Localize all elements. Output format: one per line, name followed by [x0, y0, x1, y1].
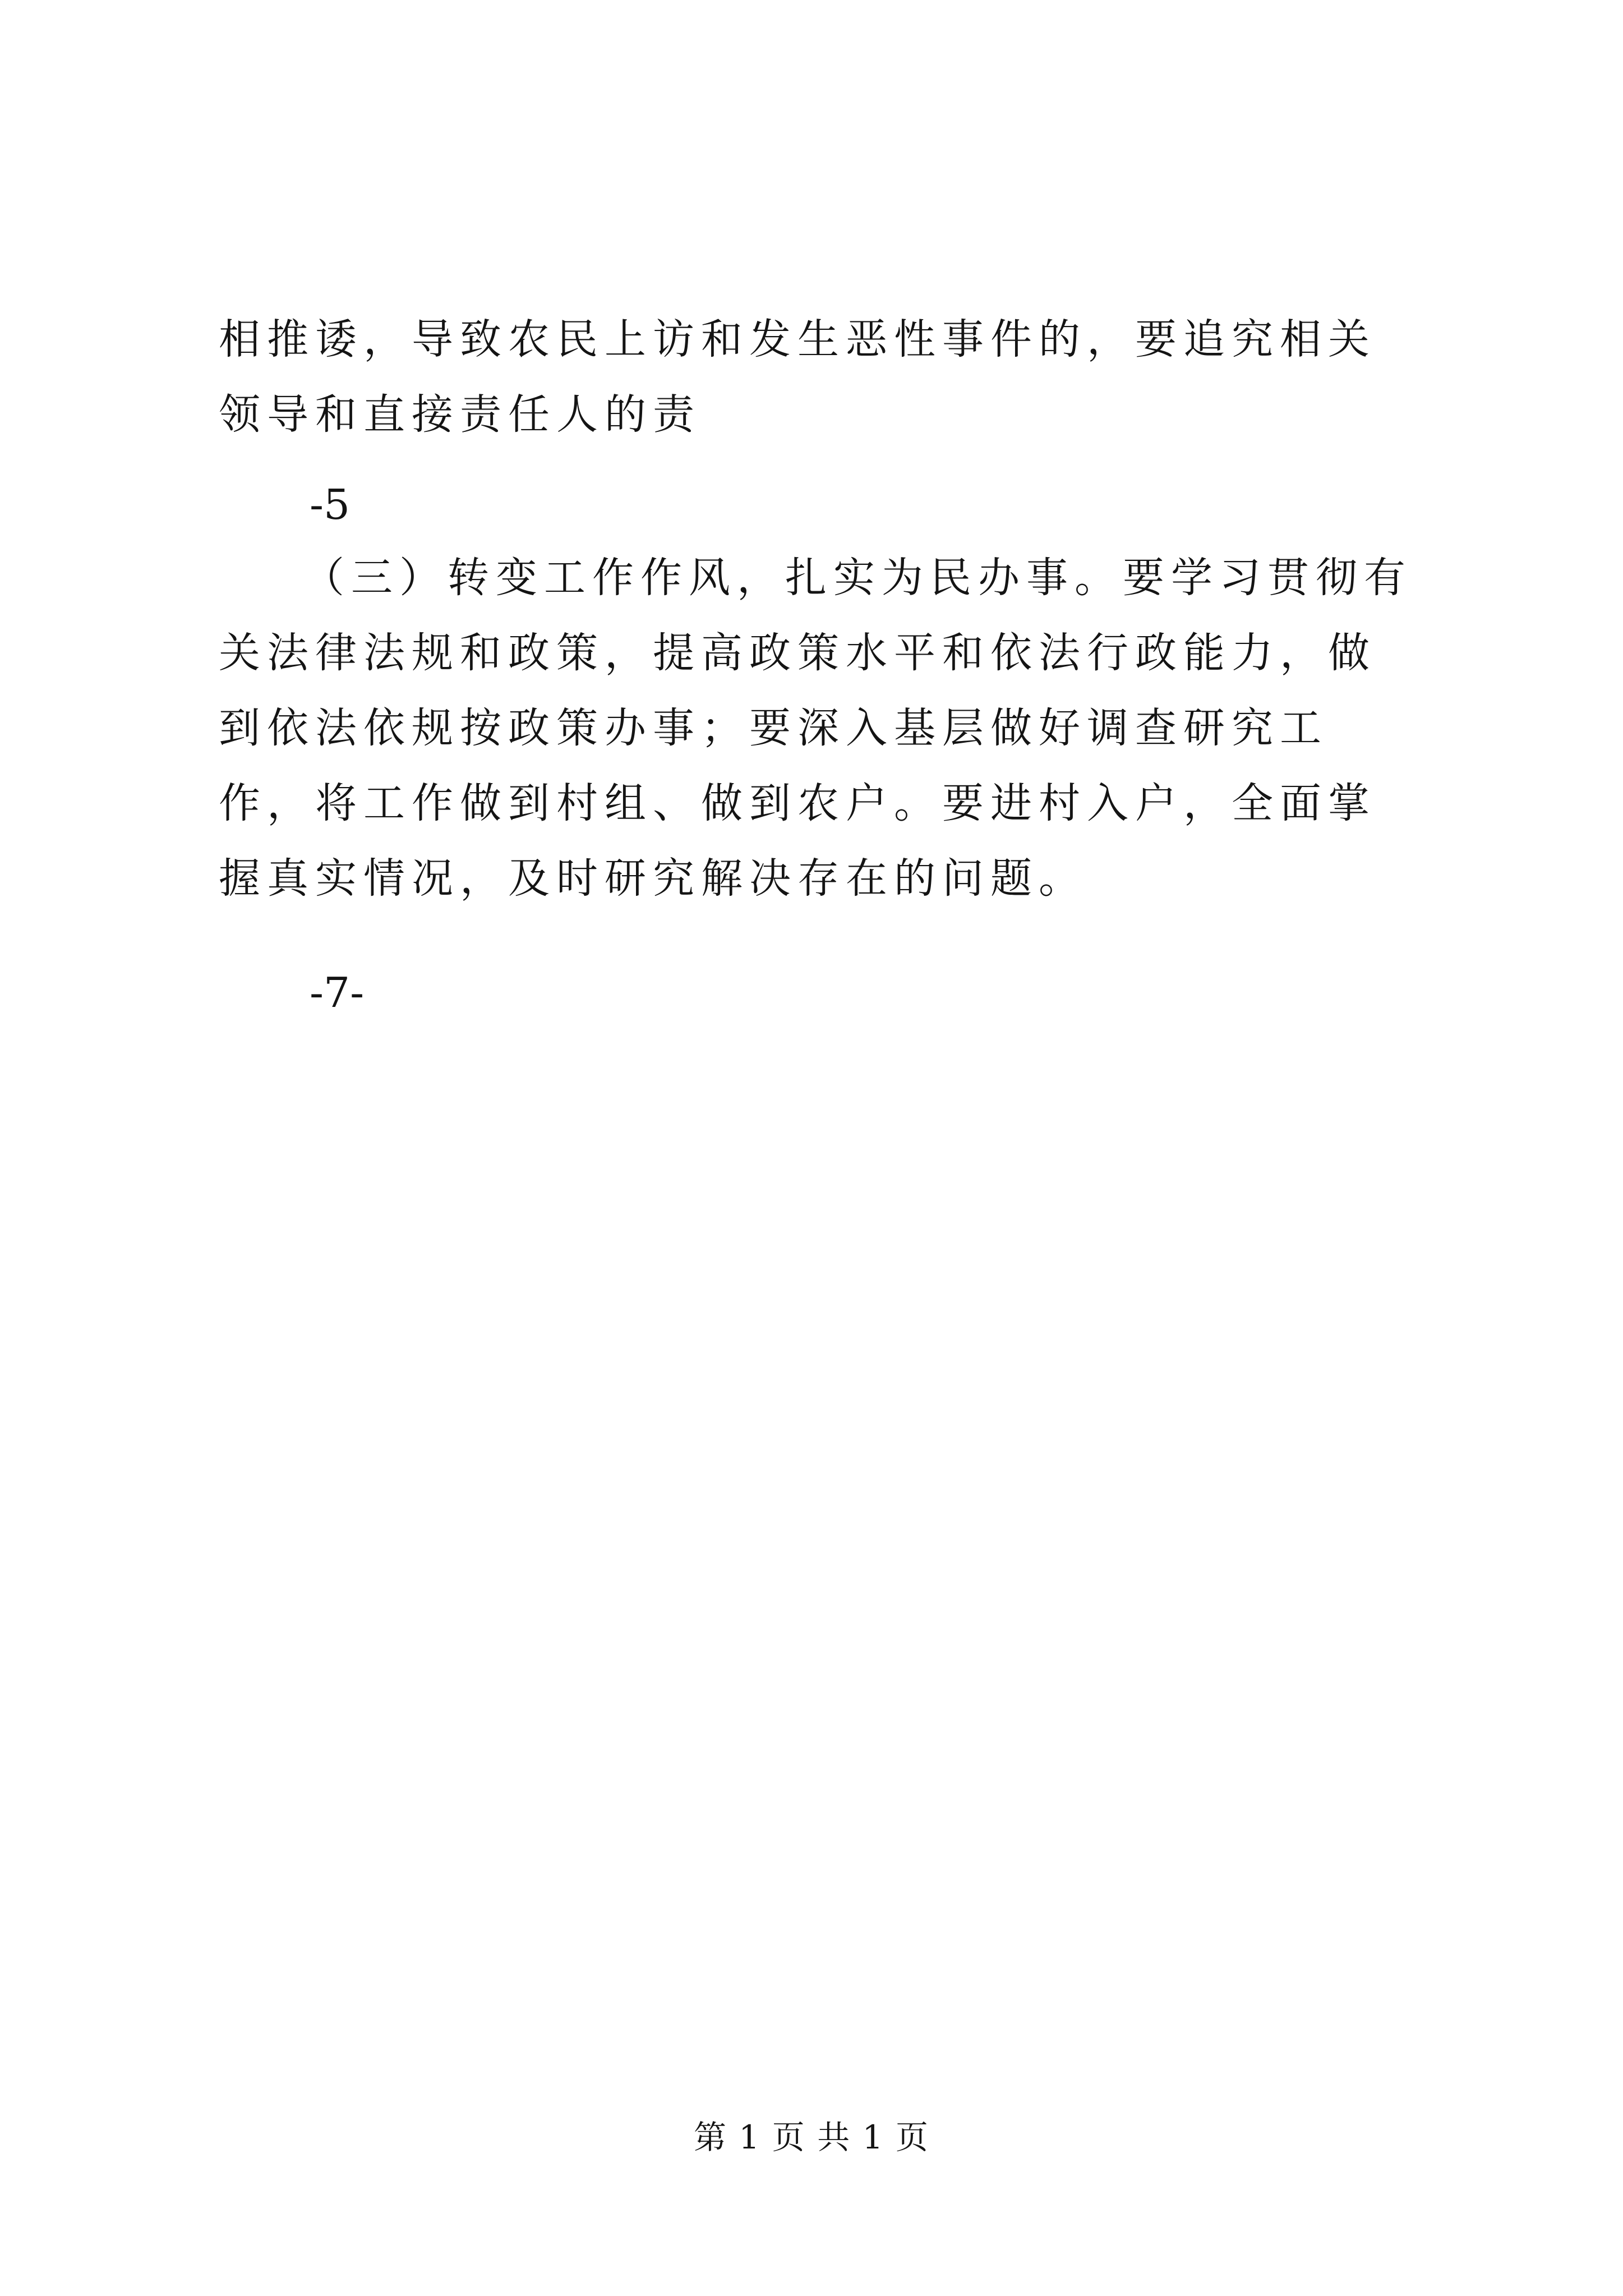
page-footer: 第 1 页 共 1 页	[694, 2118, 929, 2156]
page-marker-5: -5	[310, 481, 351, 529]
paragraph-section-three: （三）转变工作作风，扎实为民办事。要学习贯彻有关法律法规和政策，提高政策水平和依法行政能力，做到依法依规按政策办事；要深入基层做好调查研究工作，将工作做到村组、做到农户。要进村入户，全面掌握真实情况，及时研究解决存在的问题。	[219, 554, 1412, 903]
paragraph-continued: 相推诿，导致农民上访和发生恶性事件的，要追究相关领导和直接责任人的责	[219, 315, 1376, 439]
page-marker-7: -7-	[310, 969, 365, 1017]
